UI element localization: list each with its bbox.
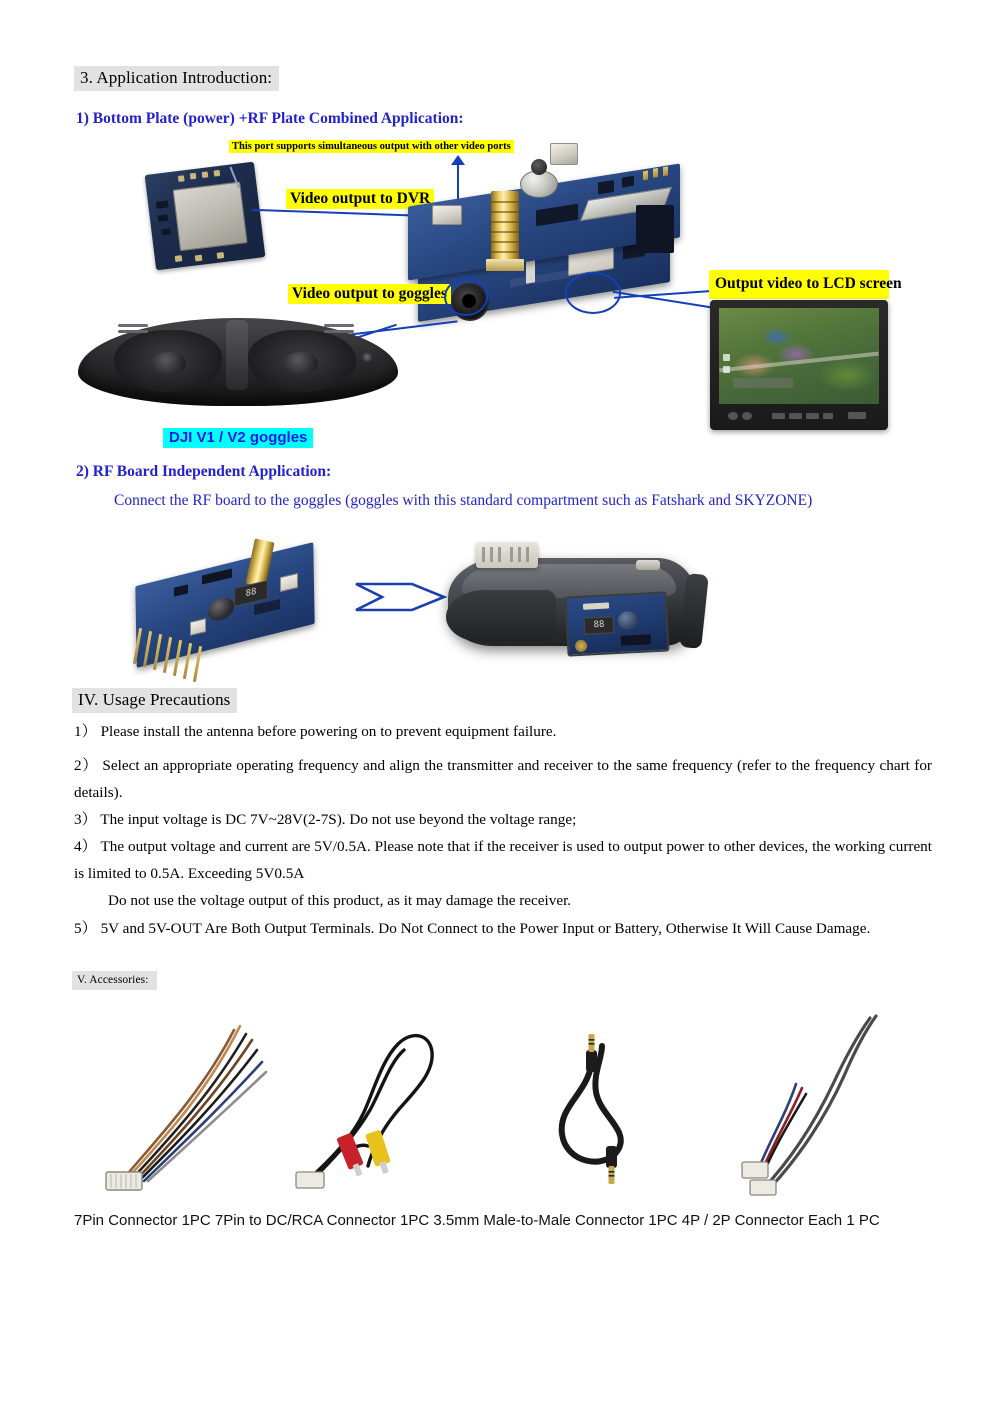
vent-slot [490,547,493,562]
precaution-item-2: 2） Select an appropriate operating frequency and align the transmitter and receiver to the same frequency (refer to the frequency chart for details). [74,757,932,801]
label-dji-goggles-text: DJI V1 / V2 goggles [163,428,313,448]
section-heading-usage-text: IV. Usage Precautions [72,688,237,713]
section-heading-text: 3. Application Introduction: [74,66,279,91]
pcb-pad [175,255,183,262]
lcd-screen [719,308,879,404]
vent-slot [518,547,521,562]
goggles-vent [118,324,148,327]
goggles-vent [324,324,354,327]
accessory-4p-2p-connector [730,1010,920,1200]
sma-antenna-connector [491,191,519,267]
photo-fpv-goggles-with-module [440,538,720,678]
vent-slot [510,547,513,562]
figure-rf-independent [0,520,1000,680]
section-heading-accessories [72,970,157,990]
installed-module-display-value: 88 [593,619,605,631]
photo-combined-boards [398,143,688,343]
accessory-dc-rca-connector [290,1020,490,1200]
photo-dji-goggles [78,300,398,425]
installed-module-leds [583,602,609,609]
goggles-nose-bridge [226,320,248,390]
sma-thread [491,231,519,233]
pcb-ic [622,176,634,188]
lcd-button[interactable] [848,412,866,419]
goggles-lens-right [284,352,318,374]
callout-video-output-dvr-text: Video output to DVR [286,189,434,209]
pcb-pad [214,170,221,177]
pcb-pin [663,166,668,176]
pcb-chip [156,200,169,208]
rf-pin [183,643,192,679]
accessory-4p2p-icon [730,1010,920,1200]
accessory-35mm-icon [540,1030,680,1200]
lcd-button[interactable] [806,413,819,419]
goggles-lens-left [152,352,186,374]
knob-cap [531,159,547,175]
precaution-item-4: 4） The output voltage and current are 5V/0.5A. Please note that if the receiver is used to output power to other devices, the working current is limited to 0.5A. Exceeding 5V0.5A [74,838,932,882]
pcb-chip [161,228,171,235]
vent-slot [498,547,501,562]
push-button [550,143,578,165]
sma-thread [491,241,519,243]
figure-combined-application [0,0,1000,460]
arrow-right-icon [352,578,448,616]
frequency-display-value: 88 [245,586,257,600]
lcd-button[interactable] [742,412,752,420]
goggles-button[interactable] [636,560,660,570]
accessory-7pin-icon [96,1010,311,1200]
rf-pin [143,631,152,667]
shielded-module [636,205,674,253]
sma-thread [491,251,519,253]
callout-simultaneous-port-text: This port supports simultaneous output with other video ports [229,140,514,153]
installed-module-u-fl [575,640,588,653]
vent-slot [482,547,485,562]
goggles-vent [324,330,354,333]
callout-output-video-lcd [709,270,902,299]
photo-dvr-module [145,162,266,271]
lcd-image-structure [733,378,793,388]
sd-card-slot [173,181,248,251]
installed-rf-module [564,591,669,656]
highlight-ring-lcd-port [565,272,621,314]
sma-thread [491,221,519,223]
section-heading-accessories-text: V. Accessories: [72,971,157,990]
lcd-button[interactable] [772,413,785,419]
lcd-button[interactable] [823,413,833,419]
goggles-top-module [476,542,538,568]
sma-thread [491,211,519,213]
lcd-osd-icon [723,366,730,373]
silkscreen-text [510,270,570,288]
rf-pin [193,646,202,682]
installed-module-ic [621,634,651,646]
pcb-pad [217,252,225,259]
installed-module-knob[interactable] [617,611,638,630]
sma-base [486,259,524,271]
photo-lcd-monitor [710,300,888,430]
goggles-vent [118,330,148,333]
pcb-pad [178,175,185,182]
precaution-item-4-note: Do not use the voltage output of this product, as it may damage the receiver. [108,892,572,909]
lcd-button[interactable] [728,412,738,420]
rf-pin [153,634,162,670]
precaution-item-1: 1） Please install the antenna before powering on to prevent equipment failure. [74,723,557,740]
goggles-left-bay [446,590,556,642]
precaution-item-3: 3） The input voltage is DC 7V~28V(2-7S). Do not use beyond the voltage range; [74,811,577,828]
pcb-pad [202,171,209,178]
pcb-pad [195,255,203,262]
sma-thread [491,201,519,203]
goggles-port [362,352,372,362]
callout-video-output-goggles-text: Video output to goggles [288,284,451,304]
lcd-button[interactable] [789,413,802,419]
section-heading-usage-precautions [72,688,237,713]
rf-pin [173,640,182,676]
label-dji-goggles [163,428,313,448]
pcb-pad [190,173,197,180]
vent-slot [526,547,529,562]
subsection-heading-rf-independent: 2) RF Board Independent Application: [76,463,332,480]
pcb-pin [653,168,658,178]
rf-pin [163,637,172,673]
accessory-7pin-connector [96,1010,311,1200]
subsection-text-rf-independent: Connect the RF board to the goggles (goggles with this standard compartment such as Fatshark and SKYZONE) [114,492,813,509]
rf-pin-header [134,614,206,668]
accessory-rca-icon [290,1020,490,1200]
pcb-ic [598,180,614,195]
accessories-caption: 7Pin Connector 1PC 7Pin to DC/RCA Connector 1PC 3.5mm Male-to-Male Connector 1PC 4P / 2P Connector Each 1 PC [74,1212,880,1229]
photo-rf-board [128,540,328,680]
installed-module-display [584,616,615,635]
video-out-connector [432,205,462,225]
callout-output-video-lcd-text: Output video to LCD screen [709,270,889,299]
precaution-item-5: 5） 5V and 5V-OUT Are Both Output Terminals. Do Not Connect to the Power Input or Battery, Otherwise It Will Cause Damage. [74,920,871,937]
pcb-chip [158,215,169,222]
rf-pin [133,628,142,664]
pcb-pin [643,171,648,181]
lcd-osd-icon [723,354,730,361]
pcb-ic-dip [536,204,578,227]
accessory-35mm-cable [540,1030,680,1200]
subsection-heading-combined-application: 1) Bottom Plate (power) +RF Plate Combined Application: [76,110,464,127]
highlight-ring-jack [444,278,488,316]
